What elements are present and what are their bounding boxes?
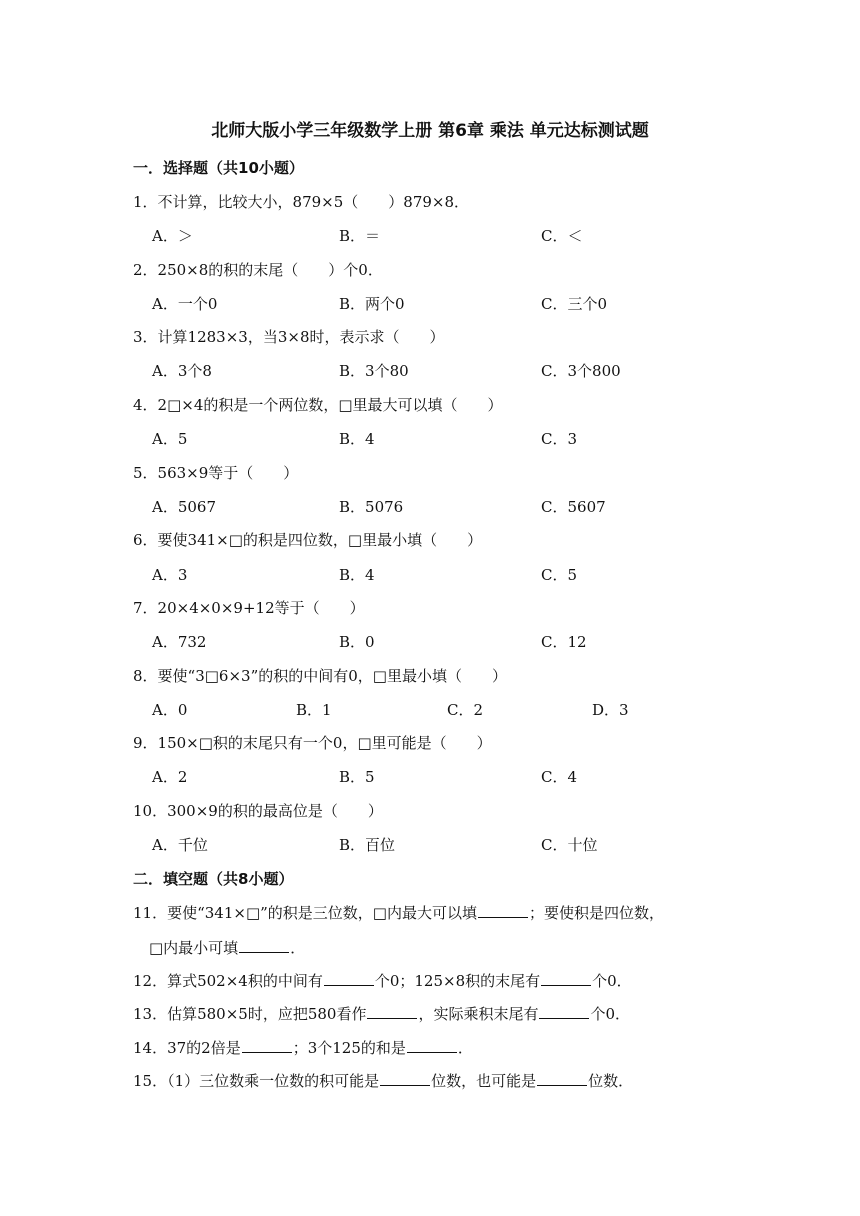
q7-option-b: B．0 xyxy=(339,633,375,651)
q5-option-b: B．5076 xyxy=(339,498,404,516)
q2-option-c: C．三个0 xyxy=(541,295,608,313)
question-10: 10．300×9的积的最高位是（ ） xyxy=(133,802,383,820)
q9-option-b: B．5 xyxy=(339,768,375,786)
q5-option-a: A．5067 xyxy=(152,498,217,516)
question-13 xyxy=(133,1003,630,1024)
q8-option-a: A．0 xyxy=(152,701,188,719)
answer-blank[interactable] xyxy=(380,1071,430,1086)
question-2: 2．250×8的积的末尾（ ）个0． xyxy=(133,261,383,279)
answer-blank[interactable] xyxy=(539,1004,589,1019)
answer-blank[interactable] xyxy=(537,1071,587,1086)
q11-text-3: □内最小可填 xyxy=(149,939,239,957)
question-7: 7．20×4×0×9+12等于（ ） xyxy=(133,599,365,617)
q4-option-b: B．4 xyxy=(339,430,375,448)
section-heading-choice: 一．选择题（共10小题） xyxy=(133,159,304,177)
q3-option-b: B．3个80 xyxy=(339,362,409,380)
q14-text-2: ；3个125的和是 xyxy=(292,1039,406,1057)
q8-option-d: D．3 xyxy=(592,701,629,719)
q5-option-c: C．5607 xyxy=(541,498,606,516)
q6-option-a: A．3 xyxy=(152,566,188,584)
q15-text-2: 位数，也可能是 xyxy=(431,1072,537,1090)
question-11-line-2 xyxy=(149,937,305,958)
question-4: 4．2□×4的积是一个两位数，□里最大可以填（ ） xyxy=(133,396,503,414)
q6-option-c: C．5 xyxy=(541,566,578,584)
answer-blank[interactable] xyxy=(478,903,528,918)
question-6: 6．要使341×□的积是四位数，□里最小填（ ） xyxy=(133,531,483,549)
page-title: 北师大版小学三年级数学上册 第6章 乘法 单元达标测试题 xyxy=(211,121,649,141)
q13-text-1: 13．估算580×5时，应把580看作 xyxy=(133,1005,367,1023)
q4-option-c: C．3 xyxy=(541,430,578,448)
q12-text-2: 个0；125×8积的末尾有 xyxy=(374,972,541,990)
q8-option-c: C．2 xyxy=(447,701,484,719)
question-12 xyxy=(133,970,632,991)
q3-option-c: C．3个800 xyxy=(541,362,621,380)
question-14 xyxy=(133,1037,473,1058)
q9-option-c: C．4 xyxy=(541,768,578,786)
q1-option-a: A．＞ xyxy=(152,227,193,245)
q10-option-b: B．百位 xyxy=(339,836,396,854)
q10-option-a: A．千位 xyxy=(152,836,208,854)
answer-blank[interactable] xyxy=(242,1038,292,1053)
q2-option-b: B．两个0 xyxy=(339,295,405,313)
q12-text-1: 12．算式502×4积的中间有 xyxy=(133,972,323,990)
q9-option-a: A．2 xyxy=(152,768,188,786)
question-1: 1．不计算，比较大小，879×5（ ）879×8． xyxy=(133,193,470,211)
q11-text-1: 11．要使“341×□”的积是三位数，□内最大可以填 xyxy=(133,904,477,922)
answer-blank[interactable] xyxy=(324,971,374,986)
q7-option-c: C．12 xyxy=(541,633,587,651)
question-8: 8．要使“3□6×3”的积的中间有0，□里最小填（ ） xyxy=(133,667,507,685)
q7-option-a: A．732 xyxy=(152,633,207,651)
question-11-line-1 xyxy=(133,902,664,923)
q11-text-2: ；要使积是四位数， xyxy=(528,904,664,922)
q13-text-2: ，实际乘积末尾有 xyxy=(418,1005,539,1023)
question-3: 3．计算1283×3，当3×8时，表示求（ ） xyxy=(133,328,445,346)
q4-option-a: A．5 xyxy=(152,430,188,448)
answer-blank[interactable] xyxy=(239,938,289,953)
q11-text-4: ． xyxy=(290,939,306,957)
q15-text-1: 15．（1）三位数乘一位数的积可能是 xyxy=(133,1072,380,1090)
q1-option-b: B．＝ xyxy=(339,227,381,245)
q6-option-b: B．4 xyxy=(339,566,375,584)
question-15 xyxy=(133,1070,633,1091)
q1-option-c: C．＜ xyxy=(541,227,583,245)
q13-text-3: 个0． xyxy=(590,1005,631,1023)
q12-text-3: 个0． xyxy=(592,972,632,990)
section-heading-fill-in: 二．填空题（共8小题） xyxy=(133,870,294,888)
q14-text-3: ． xyxy=(457,1039,473,1057)
q8-option-b: B．1 xyxy=(296,701,332,719)
answer-blank[interactable] xyxy=(367,1004,417,1019)
q2-option-a: A．一个0 xyxy=(152,295,218,313)
q14-text-1: 14．37的2倍是 xyxy=(133,1039,241,1057)
answer-blank[interactable] xyxy=(407,1038,457,1053)
q10-option-c: C．十位 xyxy=(541,836,598,854)
q15-text-3: 位数． xyxy=(588,1072,634,1090)
question-9: 9．150×□积的末尾只有一个0，□里可能是（ ） xyxy=(133,734,492,752)
answer-blank[interactable] xyxy=(541,971,591,986)
question-5: 5．563×9等于（ ） xyxy=(133,464,299,482)
q3-option-a: A．3个8 xyxy=(152,362,212,380)
